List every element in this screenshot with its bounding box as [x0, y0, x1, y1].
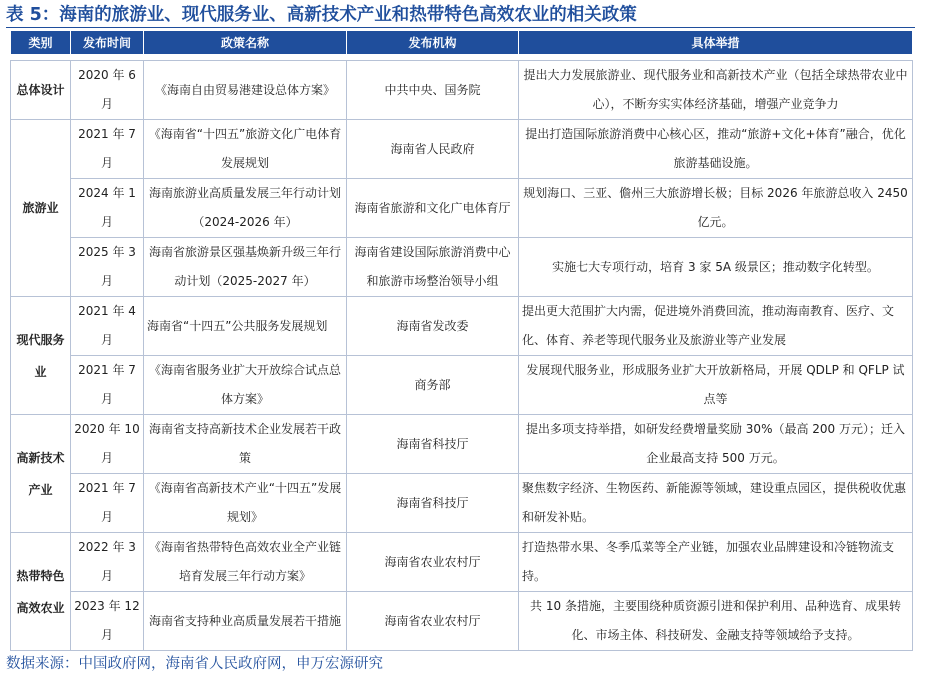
title-rule [6, 27, 915, 28]
category-cell: 旅游业 [11, 120, 71, 297]
category-cell: 高新技术产业 [11, 415, 71, 533]
table-row [11, 238, 913, 297]
org-cell: 海南省旅游和文化广电体育厅 [347, 179, 519, 238]
table-row [11, 533, 913, 592]
header-row [11, 31, 913, 55]
measures-cell: 聚焦数字经济、生物医药、新能源等领域，建设重点园区，提供税收优惠和研发补贴。 [519, 474, 913, 533]
policy-cell: 《海南省服务业扩大开放综合试点总体方案》 [144, 356, 347, 415]
policy-cell: 海南旅游业高质量发展三年行动计划（2024-2026 年） [144, 179, 347, 238]
policy-cell: 海南省支持高新技术企业发展若干政策 [144, 415, 347, 474]
table-row [11, 592, 913, 651]
org-cell: 海南省发改委 [347, 297, 519, 356]
date-cell: 2024 年 1 月 [71, 179, 144, 238]
date-cell: 2020 年 10 月 [71, 415, 144, 474]
col-header-date: 发布时间 [71, 31, 144, 55]
measures-cell: 规划海口、三亚、儋州三大旅游增长极；目标 2026 年旅游总收入 2450 亿元。 [519, 179, 913, 238]
table-row [11, 356, 913, 415]
date-cell: 2025 年 3 月 [71, 238, 144, 297]
category-cell: 现代服务业 [11, 297, 71, 415]
table-row [11, 120, 913, 179]
policy-cell: 《海南省高新技术产业“十四五”发展规划》 [144, 474, 347, 533]
policy-table [10, 30, 913, 651]
org-cell: 海南省农业农村厅 [347, 533, 519, 592]
measures-cell: 打造热带水果、冬季瓜菜等全产业链，加强农业品牌建设和冷链物流支持。 [519, 533, 913, 592]
table-row [11, 297, 913, 356]
policy-cell: 海南省支持种业高质量发展若干措施 [144, 592, 347, 651]
col-header-measures: 具体举措 [519, 31, 913, 55]
policy-cell: 《海南自由贸易港建设总体方案》 [144, 61, 347, 120]
date-cell: 2021 年 4 月 [71, 297, 144, 356]
table-row [11, 415, 913, 474]
table-row [11, 179, 913, 238]
org-cell: 中共中央、国务院 [347, 61, 519, 120]
measures-cell: 提出打造国际旅游消费中心核心区，推动“旅游+文化+体育”融合，优化旅游基础设施。 [519, 120, 913, 179]
policy-cell: 海南省旅游景区强基焕新升级三年行动计划（2025-2027 年） [144, 238, 347, 297]
org-cell: 海南省人民政府 [347, 120, 519, 179]
table-title: 表 5：海南的旅游业、现代服务业、高新技术产业和热带特色高效农业的相关政策 [6, 5, 637, 25]
col-header-policy: 政策名称 [144, 31, 347, 55]
org-cell: 海南省科技厅 [347, 474, 519, 533]
measures-cell: 提出多项支持举措，如研发经费增量奖励 30%（最高 200 万元）；迁入企业最高支持 500 万元。 [519, 415, 913, 474]
date-cell: 2021 年 7 月 [71, 356, 144, 415]
date-cell: 2020 年 6 月 [71, 61, 144, 120]
measures-cell: 共 10 条措施，主要围绕种质资源引进和保护利用、品种选育、成果转化、市场主体、科技研发、金融支持等领域给予支持。 [519, 592, 913, 651]
org-cell: 海南省科技厅 [347, 415, 519, 474]
date-cell: 2021 年 7 月 [71, 474, 144, 533]
measures-cell: 提出大力发展旅游业、现代服务业和高新技术产业（包括全球热带农业中心），不断夯实实体经济基础，增强产业竞争力 [519, 61, 913, 120]
col-header-category: 类别 [11, 31, 71, 55]
measures-cell: 实施七大专项行动，培育 3 家 5A 级景区；推动数字化转型。 [519, 238, 913, 297]
policy-cell: 《海南省“十四五”旅游文化广电体育发展规划 [144, 120, 347, 179]
date-cell: 2022 年 3 月 [71, 533, 144, 592]
category-cell: 总体设计 [11, 61, 71, 120]
date-cell: 2021 年 7 月 [71, 120, 144, 179]
source-note: 数据来源：中国政府网，海南省人民政府网，申万宏源研究 [6, 656, 383, 672]
table-row [11, 474, 913, 533]
date-cell: 2023 年 12 月 [71, 592, 144, 651]
org-cell: 海南省农业农村厅 [347, 592, 519, 651]
table-row [11, 61, 913, 120]
col-header-org: 发布机构 [347, 31, 519, 55]
policy-cell: 海南省“十四五”公共服务发展规划 [144, 297, 347, 356]
measures-cell: 提出更大范围扩大内需，促进境外消费回流，推动海南教育、医疗、文化、体育、养老等现代服务业及旅游业等产业发展 [519, 297, 913, 356]
org-cell: 海南省建设国际旅游消费中心和旅游市场整治领导小组 [347, 238, 519, 297]
measures-cell: 发展现代服务业，形成服务业扩大开放新格局，开展 QDLP 和 QFLP 试点等 [519, 356, 913, 415]
policy-cell: 《海南省热带特色高效农业全产业链培育发展三年行动方案》 [144, 533, 347, 592]
org-cell: 商务部 [347, 356, 519, 415]
category-cell: 热带特色高效农业 [11, 533, 71, 651]
